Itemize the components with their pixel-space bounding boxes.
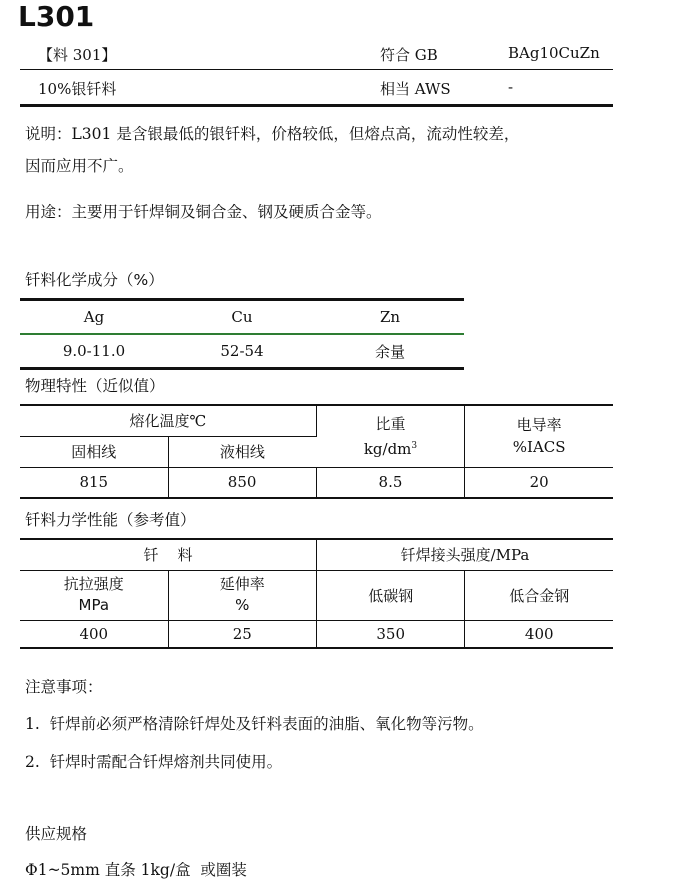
density-header (316, 405, 465, 467)
value-zn: 余量 (316, 334, 464, 369)
physical-table (20, 404, 613, 499)
material-desc: 10%银钎料 (38, 80, 117, 98)
description-paragraph (25, 118, 519, 182)
melt-header: 熔化温度℃ (20, 405, 316, 436)
filler-header: 钎 料 (20, 539, 316, 570)
description-text-1: ：L301 是含银最低的银钎料，价格较低，但熔点高，流动性较差， (56, 125, 520, 143)
value-tensile: 400 (20, 620, 168, 648)
mechanical-heading: 钎料力学性能（参考值） (25, 511, 196, 529)
material-code: 【料 301】 (38, 46, 117, 64)
tensile-label: 抗拉强度 (63, 575, 124, 593)
tensile-unit: MPa (78, 596, 110, 614)
gb-label: 符合 GB (380, 46, 438, 64)
density-label: 比重 (375, 414, 406, 433)
elongation-header (168, 570, 316, 620)
density-unit: kg/dm (363, 439, 412, 458)
conductivity-label: 电导率 (516, 416, 562, 435)
note-item: 1. 钎焊前必须严格清除钎焊处及钎料表面的油脂、氧化物等污物。 (25, 715, 484, 733)
value-density: 8.5 (316, 467, 465, 498)
header-zn: Zn (316, 300, 464, 335)
density-sup: 3 (411, 440, 418, 451)
usage-text: ：主要用于钎焊铜及铜合金、钢及硬质合金等。 (56, 203, 382, 221)
aws-label: 相当 AWS (380, 80, 451, 98)
value-liquidus: 850 (168, 467, 316, 498)
usage-paragraph (25, 196, 382, 228)
description-text-2: 因而应用不广。 (25, 157, 134, 175)
liquidus-header: 液相线 (168, 436, 316, 467)
supply-text: Φ1~5mm 直条 1kg/盒 或圈装 (25, 861, 247, 879)
value-solidus: 815 (20, 467, 168, 498)
value-cu: 52-54 (168, 334, 316, 369)
header-ag: Ag (20, 300, 168, 335)
gb-value: BAg10CuZn (508, 44, 600, 62)
composition-heading: 钎料化学成分（%） (25, 271, 164, 289)
physical-heading: 物理特性（近似值） (25, 377, 165, 395)
joint-header: 钎焊接头强度/MPa (316, 539, 613, 570)
low-alloy-header: 低合金钢 (509, 586, 570, 605)
page-title: L301 (18, 0, 95, 33)
solidus-header: 固相线 (20, 436, 168, 467)
composition-table (20, 298, 464, 370)
header-bottom-rule (20, 104, 613, 107)
tensile-header (20, 570, 168, 620)
elongation-unit: % (235, 596, 250, 614)
usage-label: 用途 (25, 203, 57, 221)
conductivity-header (465, 405, 613, 467)
note-item: 2. 钎焊时需配合钎焊熔剂共同使用。 (25, 753, 283, 771)
notes-heading: 注意事项： (25, 678, 103, 696)
value-ag: 9.0-11.0 (20, 334, 168, 369)
supply-heading: 供应规格 (25, 825, 88, 843)
value-low-alloy: 400 (465, 620, 613, 648)
elongation-label: 延伸率 (219, 575, 265, 593)
value-conductivity: 20 (465, 467, 613, 498)
value-elongation: 25 (168, 620, 316, 648)
aws-value: - (508, 78, 514, 96)
description-label: 说明 (25, 125, 57, 143)
header-cu: Cu (168, 300, 316, 335)
low-carbon-header: 低碳钢 (316, 570, 465, 620)
value-low-carbon: 350 (316, 620, 465, 648)
header-divider (20, 69, 613, 70)
mechanical-table (20, 538, 613, 649)
conductivity-unit: %IACS (512, 438, 566, 457)
